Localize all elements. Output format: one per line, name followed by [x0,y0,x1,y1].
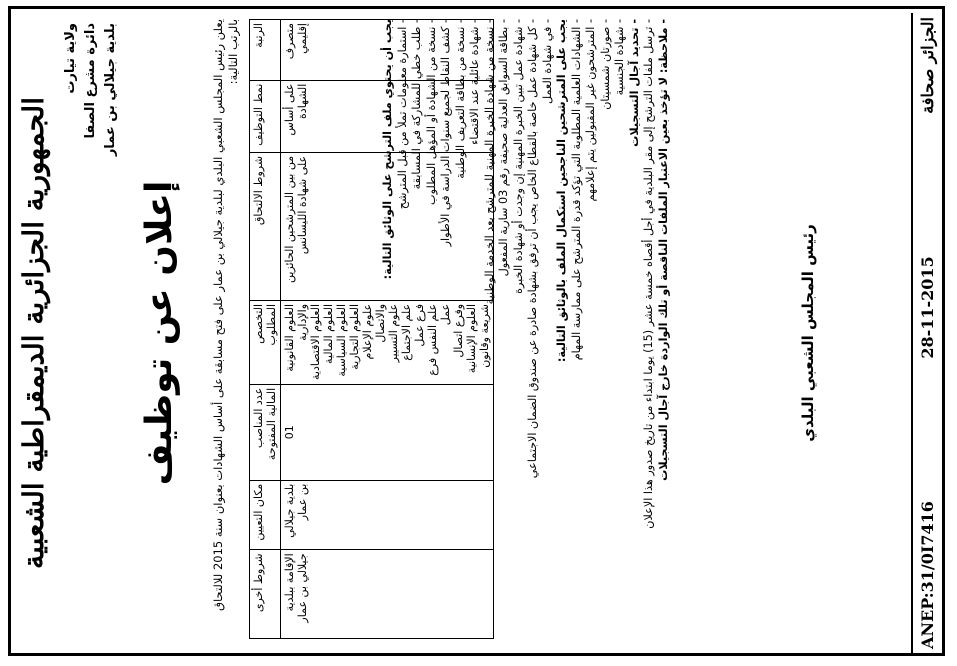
admin-block [61,23,121,156]
publication-date: 28-11-2015 [917,256,937,359]
list-item: علوم الإعلام والاتصال [361,303,387,360]
wilaya-label: ولاية تيارت [63,23,78,94]
list-item: - شهادة الجنسية [613,19,626,96]
republic-title: الجمهورية الجزائرية الديمقراطية الشعبية [17,97,50,570]
list-item: - الشهادات العلمية المطلوبة التي تؤكد قدرة المترشح على ممارسة المهام [569,19,583,361]
list-item: - بطاقة السوابق العدلية صحيفة رقم 03 سارية المفعول [497,19,510,277]
list-item: - طلب خطي للمشاركة في المسابقة [410,19,423,190]
anep-code: ANEP:31/0I7416 [917,501,937,649]
table-header: نمط التوظيف [250,80,281,152]
table-header: التخصص المطلوب [250,300,281,384]
table-header: مكان التعيين [250,480,281,550]
list-item: - صورتان شمسيتان [598,19,612,110]
rank-cell: متصرف إقليمي [281,20,494,81]
list-item: العلوم الإنسانية [465,303,478,374]
rotated-document [11,13,941,653]
list-item: وفرع اتصال [452,303,465,358]
list-item: - شهادة عمل تبين الخبرة المهنية إن وجدت أو شهادة الخبرة [511,19,525,294]
table-header: شروط الالتحاق [250,152,281,300]
list-item: - ترسل ملفات الترشح إلى مقر البلدية في أجل أقصاه خمسة عشر (15) يوما ابتداء من تاريخ صدور هذا الإعلان [642,19,655,529]
list-item: العلوم التجارية [348,303,361,370]
intro-text: يعلن رئيس المجلس الشعبي البلدي لبلدية جيلالي بن عمار على فتح مسابقة على أساس الشهادات بعنوان سنة 2015 للالتحاق بالرتب التالية: [211,19,240,611]
mode-cell: على أساس الشهادة [281,80,494,152]
list-item: - كشف النقاط لجميع سنوات الدراسة في الأطوار [439,19,452,247]
list-item: العلوم السياسية [335,303,348,377]
sub-requirements-heading: يجب على المترشحين الناجحين استكمال الملف بالوثائق التالية: [555,19,568,363]
list-item: - المترشحون غير المقبولين يتم إعلامهم [584,19,597,202]
requirements-section [381,19,671,644]
condition-cell: من بين المترشحين الحائزين على شهادة الليسانس [281,152,494,300]
daira-label: دائرة مشرع الصفا [83,23,98,139]
list-item: - استمارة معلومات تملأ من قبل المترشح [395,19,409,210]
list-item: علوم التسيير [387,303,400,363]
signature: رئيس المجلس الشعبي البلدي [799,224,817,442]
list-item: - نسخة من الشهادة أو المؤهل المطلوب [424,19,438,205]
list-item: العلوم القانونية والإدارية [283,303,309,372]
footer [911,13,941,653]
list-item: العلوم المالية [322,303,335,365]
announcement-title: إعلان عن توظيف [139,180,180,486]
table-header: شروط أخرى [250,550,281,639]
location-cell: بلدية جيلالي بن عمار [281,480,494,550]
table-header: عدد المناصب المالية المفتوحة [250,384,281,480]
list-item: - ملاحظة: لا تؤخذ بعين الاعتبار الملفات الناقصة أو تلك الواردة خارج آجال التسجيلات [656,19,670,481]
requirements-heading: يجب أن يحتوي ملف الترشح على الوثائق التالية: [381,19,394,280]
list-item: علم الاجتماع فرع عمل [400,303,426,361]
commune-label: بلدية جيلالي بن عمار [103,23,118,157]
table-header-row [250,20,281,639]
newspaper-name: الجزائر صحافة [917,17,937,114]
positions-cell: 01 [281,384,494,480]
other-cell: الإقامة ببلدية جيلالي بن عمار [281,550,494,639]
list-item: - شهادة عائلية عند الاقتضاء [468,19,481,145]
list-item: علم النفس فرع عمل [426,303,452,376]
table-header: الرتبة [250,20,281,81]
list-item: شريعة وقانون [478,303,491,368]
list-item: - في شهادة العمل [540,19,554,105]
list-item: - كل شهادة عمل خاصة بالقطاع الخاص يجب أن ترفق بشهادة صادرة عن صندوق الضمان الاجتماعي [526,19,539,479]
list-item: العلوم الاقتصادية [309,303,322,380]
list-item: - تحديد آجال التسجيلات [627,19,641,147]
list-item: - نسخة من بطاقة التعريف الوطنية [453,19,467,179]
list-item: - نسخة من شهادة الخبرة المهنية للمترشح بعد الخدمة الوطنية [482,19,496,305]
